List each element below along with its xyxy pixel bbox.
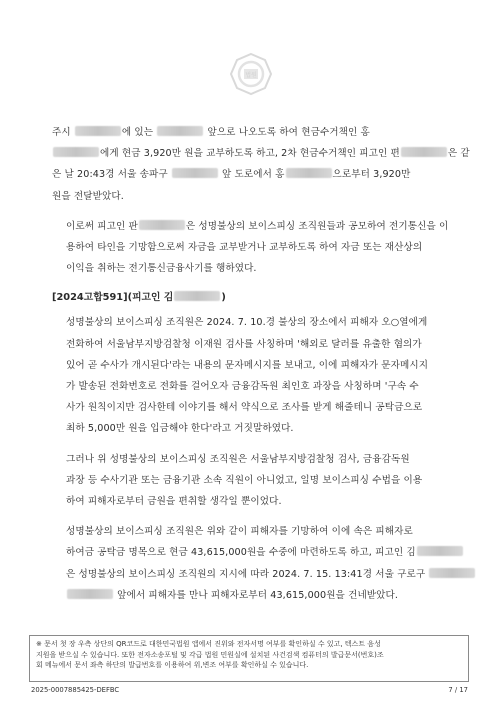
text-line: 주시 에 있는 앞으로 나오도록 하여 현금수거책인 홍 [52, 127, 370, 138]
text-line: 은 성명불상의 보이스피싱 조직원의 지시에 따라 2024. 7. 15. 13:41경 서울 구로구 [52, 564, 457, 585]
redaction-block [67, 589, 113, 599]
text-line: 하여 피해자로부터 금원을 편취할 생각일 뿐이었다. [66, 496, 282, 508]
redaction-block [417, 546, 463, 556]
redaction-block [401, 147, 447, 157]
text-line: 하여금 공탁금 명목으로 현금 43,615,000원을 수중에 마련하도록 하고, 피고인 김 [52, 542, 457, 563]
redaction-block [75, 126, 121, 136]
page-number: 7 / 17 [448, 686, 468, 694]
notice-line: 회 메뉴에서 문서 좌측 하단의 발급번호를 이용하여 위,변조 여부를 확인하실 수 있습니다. [36, 661, 309, 670]
text-line: 에게 현금 3,920만 원을 교부하도록 하고, 2차 현금수거책인 피고인 편 은 같 [52, 143, 457, 164]
redaction-block [174, 291, 220, 301]
text-line: 은 날 20:43경 서울 송파구 앞 도로에서 홍 으로부터 3,920만 [52, 169, 411, 181]
text-line: 가 발송된 전화번호로 전화를 걸어오자 금융감독원 최인호 과장을 사칭하며 '구속 수 [66, 381, 419, 393]
court-seal-icon [229, 52, 273, 96]
notice-line: ※ 문서 첫 장 우측 상단의 QR코드로 대한민국법원 앱에서 진위와 전자서명 여부를 확인하실 수 있고, 텍스트 음성 [36, 640, 381, 648]
text-line: 그러나 위 성명불상의 보이스피싱 조직원은 서울남부지방검찰청 검사, 금융감독원 [66, 453, 410, 465]
text-line: 용하여 타인을 기망함으로써 자금을 교부받거나 교부하도록 하여 자금 또는 재산상의 [66, 242, 423, 254]
redaction-block [139, 220, 185, 230]
text-line: 원을 전달받았다. [52, 190, 124, 202]
text-line: 앞에서 피해자를 만나 피해자로부터 43,615,000원을 건네받았다. [52, 585, 457, 606]
svg-text:법원: 법원 [245, 72, 257, 79]
issue-number: 2025-0007885425-DEFBC [31, 686, 120, 694]
section-heading: [2024고합591](피고인 김 ) [52, 292, 226, 304]
text-line: 과장 등 수사기관 또는 금융기관 소속 직원이 아니었고, 일명 보이스피싱 수법을 이용 [66, 474, 423, 486]
paragraph-3 [52, 312, 457, 439]
redaction-block [53, 147, 99, 157]
verification-notice [29, 635, 469, 682]
paragraph-5 [52, 521, 457, 606]
paragraph-2 [52, 216, 457, 280]
text-line: 사가 원칙이지만 검사한테 이야기를 해서 약식으로 조사를 받게 해줄테니 공탁금으로 [66, 402, 423, 414]
text-line: 이로써 피고인 판 은 성명불상의 보이스피싱 조직원들과 공모하여 전기통신을 이 [66, 220, 449, 232]
paragraph-1 [52, 122, 470, 207]
text-line: 있어 곧 수사가 개시된다'라는 내용의 문자메시지를 보내고, 이에 피해자가 문자메시지 [66, 359, 429, 371]
redaction-block [157, 126, 203, 136]
redaction-block [172, 168, 218, 178]
redaction-block [429, 568, 475, 578]
notice-line: 지원을 받으실 수 있습니다. 또한 전자소송포털 및 각급 법원 민원실에 설치된 사건검색 컴퓨터의 발급문서(번호)조 [36, 650, 384, 659]
text-line: 성명불상의 보이스피싱 조직원은 2024. 7. 10.경 불상의 장소에서 피해자 오○열에게 [66, 317, 428, 329]
paragraph-4 [52, 449, 457, 513]
redaction-block [286, 168, 332, 178]
text-line: 전화하여 서울남부지방검찰청 이재원 검사를 사칭하며 '해외로 달러를 유출한 혐의가 [66, 338, 422, 350]
document-body [52, 122, 470, 615]
text-line: 최하 5,000만 원을 입금해야 한다'라고 거짓말하였다. [66, 423, 294, 435]
text-line: 이익을 취하는 전기통신금융사기를 행하였다. [66, 263, 257, 275]
text-line: 성명불상의 보이스피싱 조직원은 위와 같이 피해자를 기망하여 이에 속은 피해자로 [66, 526, 413, 538]
